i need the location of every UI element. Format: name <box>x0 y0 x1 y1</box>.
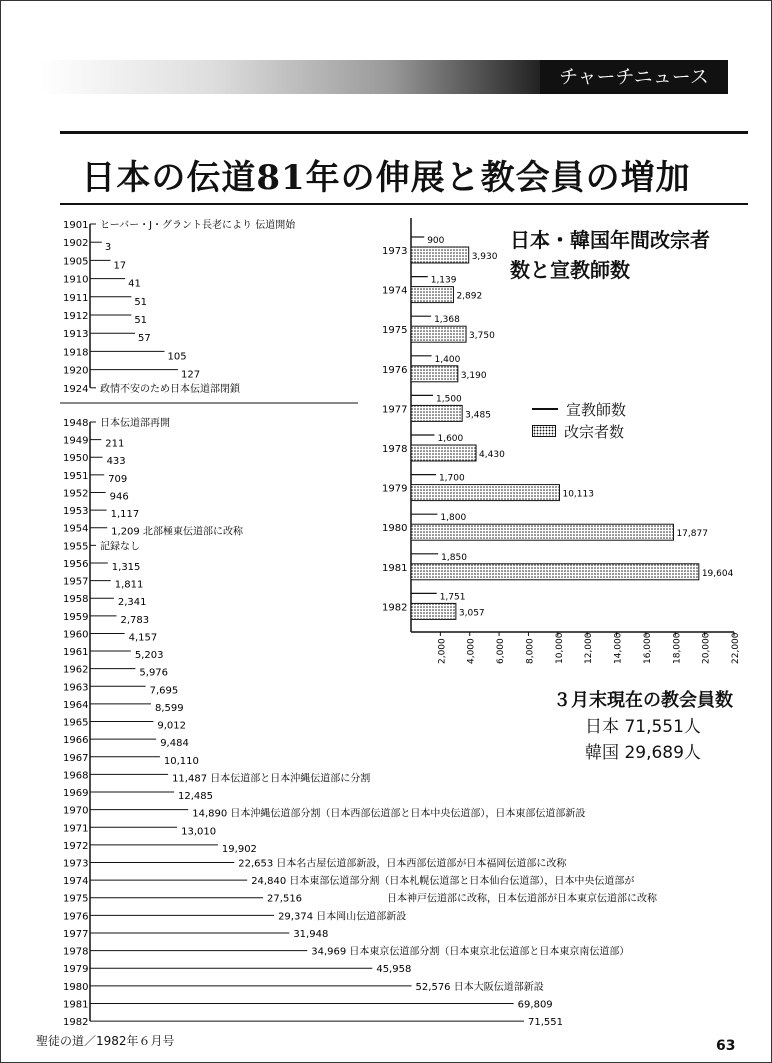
timeline2-label: 34,969 日本東京伝道部分割（日本東京北伝道部と日本東京南伝道部） <box>311 946 630 958</box>
chart-missionary-label: 1,400 <box>434 354 461 365</box>
timeline1-label: 127 <box>181 369 201 381</box>
timeline2-label: 9,012 <box>157 720 187 732</box>
chart-category-label: 1978 <box>382 444 408 455</box>
timeline1-year: 1910 <box>63 274 89 286</box>
timeline1-label: 105 <box>167 351 187 363</box>
chart-tick-label: 14,000 <box>613 632 624 664</box>
chart-category-label: 1979 <box>382 483 408 495</box>
timeline2-label: 5,203 <box>134 650 164 662</box>
timeline2-year: 1951 <box>63 470 89 482</box>
timeline2-note-1975: 日本神戸伝道部に改称，日本伝道部が日本東京伝道部に改称 <box>387 893 657 905</box>
timeline2-label: 45,958 <box>376 964 412 976</box>
chart-convert-bar <box>411 485 559 501</box>
timeline2-year: 1964 <box>63 699 89 711</box>
timeline1-label: 3 <box>104 242 112 254</box>
chart-tick-label: 20,000 <box>701 632 712 664</box>
timeline1-year: 1918 <box>63 347 89 359</box>
timeline2-year: 1948 <box>63 418 89 429</box>
chart-tick-label: 10,000 <box>554 632 565 664</box>
timeline2-year: 1949 <box>63 435 89 447</box>
timeline1-label: 41 <box>128 278 141 290</box>
timeline2-year: 1956 <box>63 558 89 570</box>
chart-tick-label: 22,000 <box>731 632 741 664</box>
timeline2-label: 10,110 <box>163 755 199 767</box>
timeline1-label: 57 <box>138 333 151 345</box>
timeline1-year: 1905 <box>63 256 89 268</box>
timeline2-label: 1,315 <box>111 561 141 573</box>
chart-convert-bar <box>411 603 456 619</box>
timeline2-year: 1968 <box>63 770 89 782</box>
chart-category-label: 1977 <box>382 404 408 416</box>
chart-convert-bar <box>411 405 462 421</box>
timeline1-year: 1912 <box>63 311 89 322</box>
timeline1-year: 1920 <box>63 365 89 377</box>
legend-missionaries <box>532 398 626 420</box>
chart-category-label: 1973 <box>382 246 408 257</box>
timeline1-year: 1901 <box>63 220 89 231</box>
timeline2-label: 7,695 <box>149 685 179 697</box>
timeline2-year: 1955 <box>63 541 89 553</box>
timeline2-label: 69,809 <box>517 999 553 1011</box>
timeline2-label: 1,209 北部極東伝道部に改称 <box>111 526 243 538</box>
timeline2-label: 14,890 日本沖縄伝道部分割（日本西部伝道部と日本中央伝道部），日本東部伝道部新設 <box>192 808 586 820</box>
timeline2-label: 52,576 日本大阪伝道部新設 <box>415 981 544 993</box>
timeline2-label: 11,487 日本伝道部と日本沖縄伝道部に分割 <box>172 773 371 785</box>
chart-missionary-label: 1,500 <box>436 394 462 405</box>
timeline2-label: 記録なし <box>100 541 140 553</box>
page-number: 63 <box>716 1038 736 1054</box>
timeline2-label: 24,840 日本東部伝道部分割（日本札幌伝道部と日本仙台伝道部），日本中央伝道部が <box>251 876 635 888</box>
timeline2-label: 71,551 <box>528 1017 563 1029</box>
timeline1-label: 51 <box>134 296 148 308</box>
timeline2-label: 9,484 <box>160 738 189 750</box>
section-label: チャーチニュース <box>559 66 709 88</box>
timeline2-year: 1976 <box>63 911 89 923</box>
timeline2-year: 1972 <box>63 840 89 852</box>
timeline2-year: 1978 <box>63 946 89 958</box>
chart-title-line-1: 日本・韓国年間改宗者 <box>510 228 710 252</box>
timeline2-year: 1971 <box>63 823 89 835</box>
legend-dotted-swatch <box>532 425 556 437</box>
chart-tick-label: 2,000 <box>437 638 448 664</box>
chart-title <box>510 225 710 285</box>
chart-missionary-label: 1,368 <box>434 315 460 326</box>
timeline2-year: 1963 <box>63 682 89 694</box>
chart-convert-label: 3,750 <box>469 331 495 342</box>
timeline2-year: 1954 <box>63 523 89 535</box>
chart-convert-label: 10,113 <box>562 489 594 500</box>
legend-missionaries-label: 宣教師数 <box>566 400 627 419</box>
chart-convert-label: 19,604 <box>701 568 734 579</box>
timeline2-label: 4,157 <box>128 632 158 644</box>
timeline2-year: 1969 <box>63 788 89 800</box>
timeline2-year: 1959 <box>63 611 89 623</box>
timeline2-label: 1,811 <box>114 579 144 591</box>
members-box <box>528 688 758 766</box>
timeline2-year: 1957 <box>63 576 89 588</box>
chart-title-line-2: 数と宣教師数 <box>510 258 630 282</box>
chart-convert-label: 3,930 <box>471 252 498 262</box>
chart-tick-label: 6,000 <box>496 638 507 664</box>
timeline1-year: 1902 <box>63 238 89 250</box>
chart-tick-label: 12,000 <box>584 632 595 664</box>
timeline2-label: 5,976 <box>139 667 169 679</box>
timeline1-year: 1913 <box>63 329 89 341</box>
chart-convert-bar <box>411 445 476 461</box>
chart-category-label: 1981 <box>382 562 408 574</box>
timeline2-year: 1974 <box>63 876 89 888</box>
timeline2-year: 1953 <box>63 506 89 518</box>
timeline1-year: 1911 <box>63 292 89 304</box>
chart-convert-bar <box>411 564 699 580</box>
chart-convert-label: 4,430 <box>479 450 505 460</box>
timeline2-label: 2,783 <box>120 614 150 626</box>
chart-missionary-label: 1,850 <box>441 552 467 563</box>
timeline1-label: 政情不安のため日本伝道部閉鎖 <box>100 383 240 395</box>
timeline2-label: 19,902 <box>221 843 257 855</box>
timeline2-year: 1950 <box>63 453 89 465</box>
timeline1-year: 1924 <box>63 383 89 395</box>
timeline2-label: 8,599 <box>154 702 184 714</box>
chart-missionary-label: 1,700 <box>438 473 465 484</box>
timeline2-year: 1981 <box>63 999 89 1011</box>
chart-convert-label: 2,892 <box>456 291 483 302</box>
timeline2-year: 1965 <box>63 717 89 729</box>
timeline2-year: 1977 <box>63 928 89 940</box>
timeline2-year: 1961 <box>63 647 89 659</box>
timeline2-year: 1952 <box>63 488 89 500</box>
timeline1-label: ヒーバー・J・グラント長老により 伝道開始 <box>100 220 296 231</box>
timeline2-year: 1980 <box>63 981 89 993</box>
chart-missionary-label: 900 <box>427 236 445 246</box>
chart-tick-label: 4,000 <box>466 638 477 664</box>
timeline2-label: 211 <box>105 438 125 450</box>
chart-category-label: 1980 <box>382 523 408 535</box>
timeline2-year: 1975 <box>63 893 89 905</box>
members-korea: 韓国 29,689人 <box>585 743 701 763</box>
timeline2-year: 1982 <box>63 1017 89 1029</box>
chart-convert-bar <box>411 366 458 382</box>
timeline2-label: 13,010 <box>181 826 217 838</box>
timeline2-label: 22,653 日本名古屋伝道部新設，日本西部伝道部が日本福岡伝道部に改称 <box>238 858 567 870</box>
members-title: ３月末現在の教会員数 <box>553 690 733 711</box>
timeline2-year: 1973 <box>63 858 89 870</box>
chart-tick-label: 8,000 <box>525 638 536 664</box>
chart-missionary-label: 1,800 <box>440 513 467 524</box>
chart-tick-label: 16,000 <box>642 632 653 664</box>
chart-convert-label: 17,877 <box>676 529 708 540</box>
timeline2-year: 1962 <box>63 664 89 676</box>
members-japan: 日本 71,551人 <box>585 717 701 737</box>
chart-convert-bar <box>411 247 469 263</box>
footer-source: 聖徒の道／1982年６月号 <box>36 1034 175 1048</box>
chart-convert-label: 3,190 <box>460 370 487 381</box>
chart-convert-bar <box>411 287 453 303</box>
chart-category-label: 1974 <box>382 285 408 297</box>
chart-convert-label: 3,057 <box>458 608 485 619</box>
chart-category-label: 1976 <box>382 364 408 376</box>
timeline2-label: 12,485 <box>177 791 213 803</box>
timeline2-label: 日本伝道部再開 <box>100 418 170 429</box>
legend-converts-label: 改宗者数 <box>564 422 625 441</box>
timeline2-label: 29,374 日本岡山伝道部新設 <box>278 911 407 923</box>
chart-missionary-label: 1,751 <box>439 592 466 603</box>
timeline2-year: 1958 <box>63 594 89 606</box>
timeline2-year: 1960 <box>63 629 89 641</box>
timeline1-label: 17 <box>113 260 127 272</box>
timeline1-label: 51 <box>134 315 148 326</box>
page-title: 日本の伝道81年の伸展と教会員の増加 <box>81 158 691 198</box>
chart-missionary-label: 1,600 <box>437 434 464 444</box>
timeline2-year: 1979 <box>63 964 89 976</box>
chart-convert-bar <box>411 326 466 342</box>
timeline2-label: 1,117 <box>110 509 140 521</box>
timeline2-year: 1966 <box>63 735 89 747</box>
timeline2-year: 1967 <box>63 752 89 764</box>
chart-missionary-label: 1,139 <box>430 275 457 286</box>
legend-converts <box>532 420 626 442</box>
chart-category-label: 1982 <box>382 602 408 614</box>
chart-tick-label: 18,000 <box>672 632 683 664</box>
timeline2-label: 2,341 <box>117 597 147 609</box>
timeline2-label: 946 <box>109 491 129 503</box>
chart-convert-label: 3,485 <box>465 410 491 421</box>
timeline2-year: 1970 <box>63 805 89 817</box>
legend-line-swatch <box>532 408 558 410</box>
chart-category-label: 1975 <box>382 325 408 337</box>
timeline2-label: 31,948 <box>293 928 329 940</box>
timeline2-label: 27,516 <box>267 893 303 905</box>
timeline2-label: 433 <box>106 456 126 468</box>
chart-convert-bar <box>411 524 673 540</box>
timeline2-label: 709 <box>108 473 128 485</box>
chart-legend <box>532 398 626 442</box>
